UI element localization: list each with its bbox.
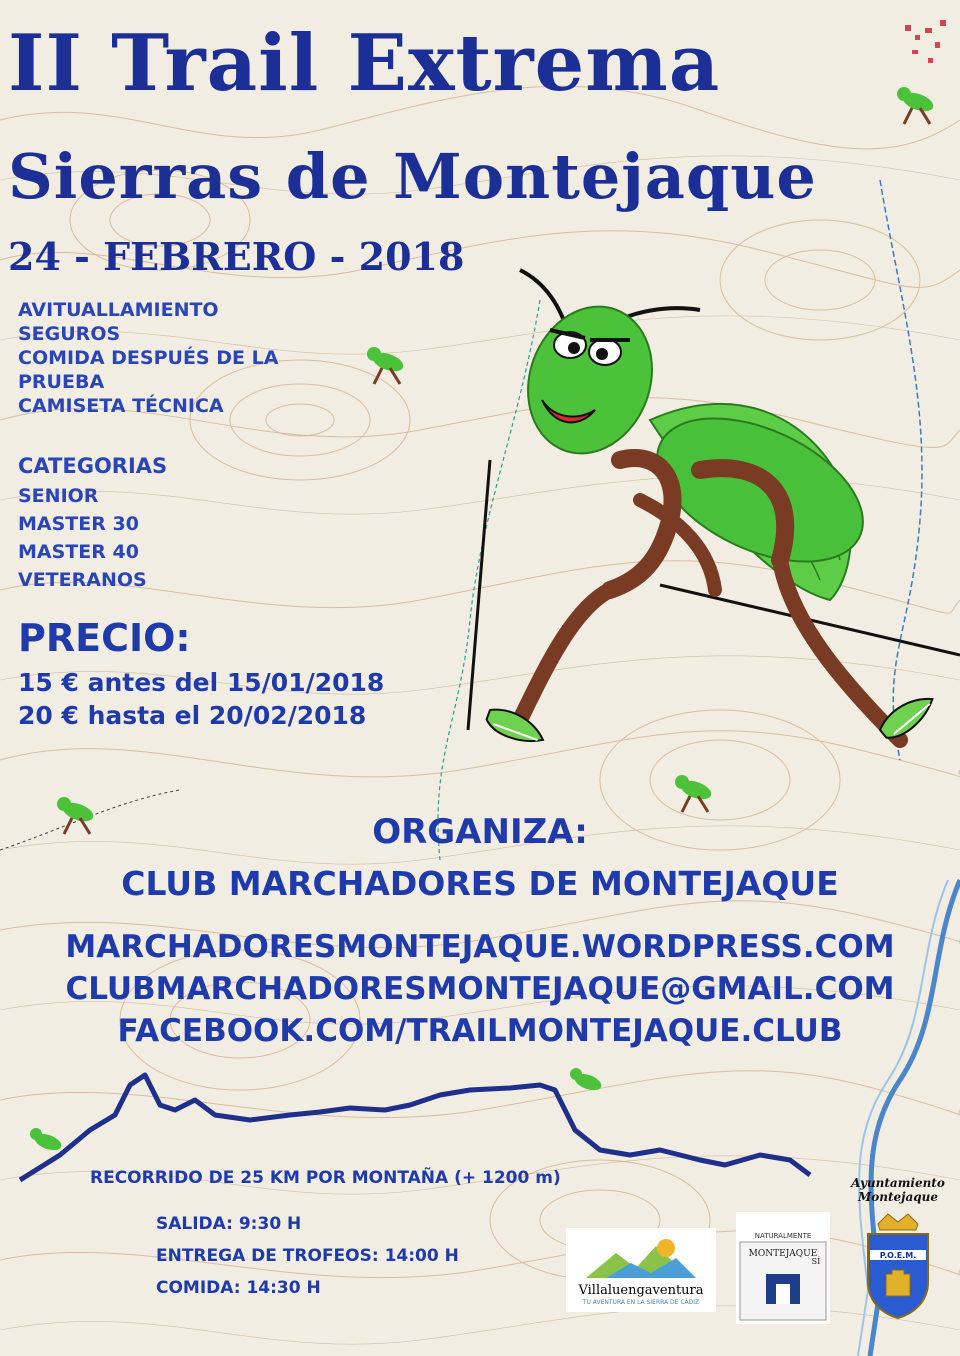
small-grasshopper-icon: [668, 768, 718, 818]
schedule-list: [156, 1208, 459, 1304]
price-list: [18, 666, 384, 732]
montejaque-name: MONTEJAQUE: [748, 1249, 818, 1259]
montejaque-top: NATURALMENTE: [754, 1232, 812, 1240]
ayuntamiento-line1: Ayuntamiento: [851, 1176, 945, 1190]
small-grasshopper-icon: [890, 80, 940, 130]
shield-text: P.O.E.M.: [879, 1251, 917, 1260]
category-item: VETERANOS: [18, 569, 147, 591]
villaluengaventura-logo: [566, 1228, 716, 1312]
schedule-item: COMIDA: 14:30 H: [156, 1278, 321, 1298]
categories-title: CATEGORIAS: [18, 454, 168, 478]
event-date: 24 - FEBRERO - 2018: [8, 234, 465, 279]
small-grasshopper-icon: [360, 340, 410, 390]
event-title-line1: II Trail Extrema: [8, 18, 721, 109]
organizer-title: ORGANIZA:: [372, 812, 588, 852]
contact-list: [0, 926, 960, 1052]
perk-item: CAMISETA TÉCNICA: [18, 395, 224, 417]
villaluenga-name: Villaluengaventura: [578, 1283, 704, 1298]
facebook-link[interactable]: FACEBOOK.COM/TRAILMONTEJAQUE.CLUB: [117, 1013, 843, 1049]
grasshopper-mascot-icon: [460, 260, 960, 820]
price-item: 20 € hasta el 20/02/2018: [18, 701, 367, 730]
price-title: PRECIO:: [18, 616, 191, 660]
coat-of-arms-icon: [858, 1212, 938, 1322]
organizer-name: CLUB MARCHADORES DE MONTEJAQUE: [121, 864, 839, 903]
event-title-line2: Sierras de Montejaque: [8, 140, 817, 213]
category-item: MASTER 40: [18, 541, 139, 563]
schedule-item: ENTREGA DE TROFEOS: 14:00 H: [156, 1246, 459, 1266]
mountain-logo-icon: [566, 1228, 716, 1312]
email-link[interactable]: CLUBMARCHADORESMONTEJAQUE@GMAIL.COM: [65, 971, 895, 1007]
price-item: 15 € antes del 15/01/2018: [18, 668, 385, 697]
schedule-item: SALIDA: 9:30 H: [156, 1214, 302, 1234]
categories-list: [18, 482, 147, 594]
ayuntamiento-label: [842, 1176, 954, 1204]
category-item: SENIOR: [18, 485, 99, 507]
house-logo-icon: [736, 1212, 830, 1324]
perk-item: COMIDA DESPUÉS DE LA PRUEBA: [18, 347, 279, 393]
montejaque-logo: [736, 1212, 830, 1324]
route-description: RECORRIDO DE 25 KM POR MONTAÑA (+ 1200 m): [90, 1168, 561, 1188]
perk-item: SEGUROS: [18, 323, 121, 345]
villaluenga-tagline: TU AVENTURA EN LA SIERRA DE CÁDIZ: [582, 1299, 700, 1306]
montejaque-sub: SÍ: [811, 1257, 821, 1266]
category-item: MASTER 30: [18, 513, 139, 535]
perks-list: [18, 298, 298, 418]
ayuntamiento-line2: Montejaque: [857, 1190, 939, 1204]
perk-item: AVITUALLAMIENTO: [18, 299, 219, 321]
website-link[interactable]: MARCHADORESMONTEJAQUE.WORDPRESS.COM: [65, 929, 895, 965]
